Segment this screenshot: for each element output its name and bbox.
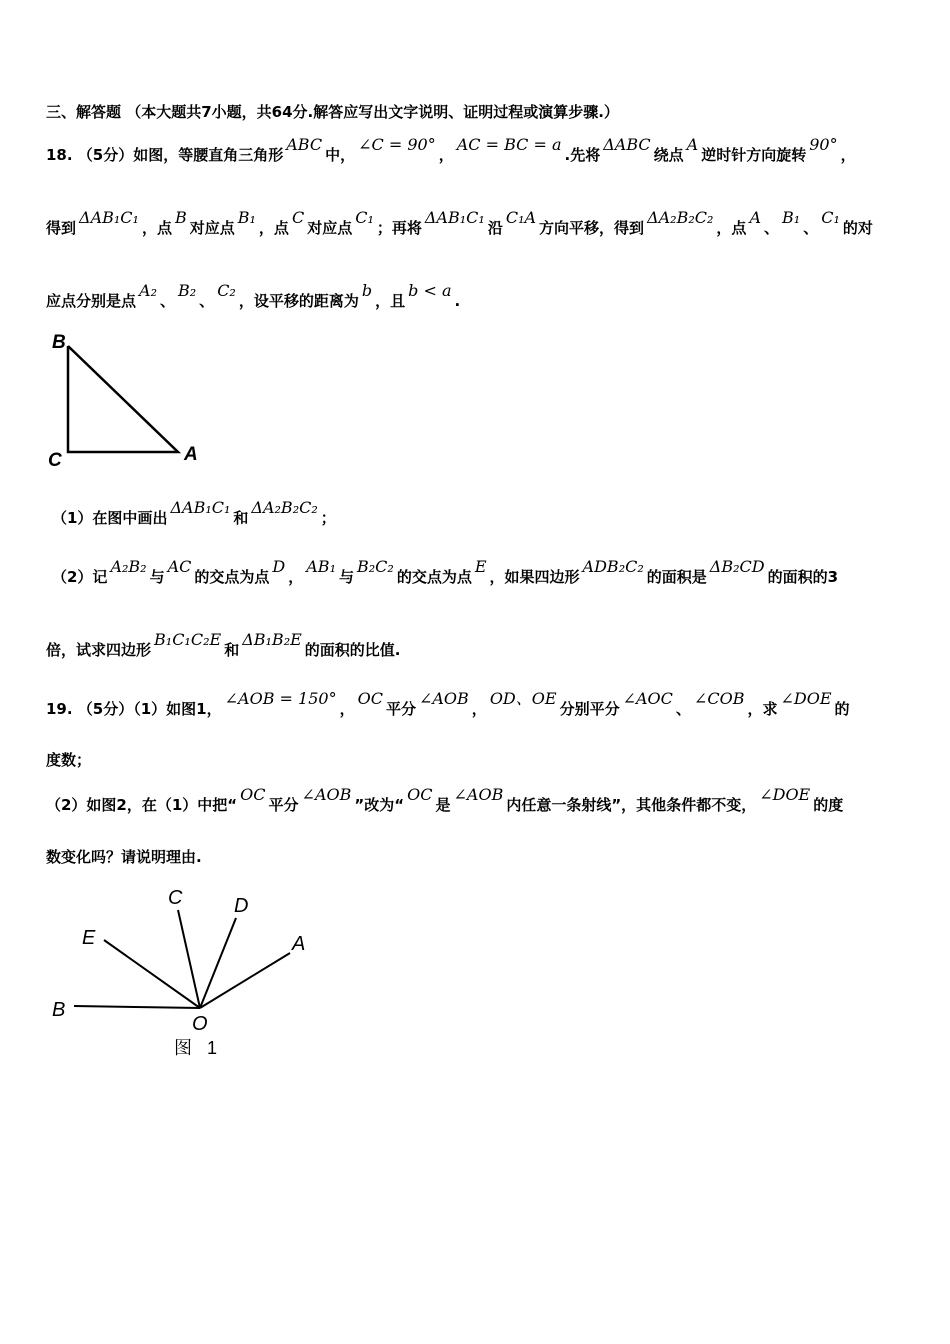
q18-part-2 — [52, 557, 839, 589]
q18-p2b-m1: B₁C₁C₂E — [154, 630, 222, 649]
q18-l1-t10: 逆时针方向旋转 — [701, 146, 807, 164]
q18-l2-t16: ，点 — [716, 219, 747, 237]
triangle-label-a: A — [184, 444, 198, 465]
q18-l2-m21: C₁ — [821, 208, 840, 227]
q18-l2-m1: ΔAB₁C₁ — [79, 208, 139, 227]
q19-l3-m9: ∠DOE — [759, 785, 811, 804]
q18-p2-t10: 的交点为点 — [396, 568, 472, 586]
q18-p2-t6: ， — [288, 568, 304, 586]
q19-l1-t10: 、 — [675, 700, 691, 718]
q18-l1-m5: AC = BC = a — [456, 135, 562, 154]
q18-p1-m1: ΔAB₁C₁ — [170, 498, 231, 517]
q19-l1-t2: ， — [339, 700, 355, 718]
section-header: 三、解答题 （本大题共7小题，共64分.解答应写出文字说明、证明过程或演算步骤.） — [46, 103, 619, 121]
q18-l1-t0: 18. （5分）如图，等腰直角三角形 — [46, 146, 284, 164]
q19-l1-m1: ∠AOB = 150° — [224, 689, 337, 708]
ray-od — [200, 918, 236, 1008]
fig1-label-a: A — [292, 933, 306, 955]
fig1-label-e: E — [82, 927, 96, 949]
q18-l1-m1: ABC — [286, 135, 323, 154]
q18-l3-t6: ，设平移的距离为 — [238, 292, 359, 310]
q18-line-3 — [46, 281, 461, 313]
q19-l1-m9: ∠AOC — [622, 689, 673, 708]
q18-l3-t10: . — [454, 292, 461, 310]
q19-l3-t2: 平分 — [268, 796, 299, 814]
q19-l3-t8: 内任意一条射线”，其他条件都不变， — [506, 796, 757, 814]
q18-line-2 — [46, 208, 873, 240]
ray-ob — [74, 1006, 200, 1008]
q19-l1-t12: ，求 — [747, 700, 778, 718]
fig1-label-b: B — [52, 999, 66, 1021]
q18-p2-m5: D — [272, 557, 286, 576]
q18-l2-t8: 对应点 — [307, 219, 353, 237]
q18-l2-t20: 、 — [803, 219, 819, 237]
q19-l3-m5: OC — [407, 785, 433, 804]
q18-l1-t2: 中， — [325, 146, 356, 164]
q18-l2-t10: ；再将 — [376, 219, 422, 237]
q18-l2-t14: 方向平移，得到 — [539, 219, 645, 237]
q18-l2-m3: B — [174, 208, 187, 227]
q18-l1-m7: ΔABC — [603, 135, 651, 154]
q19-l1-m11: ∠COB — [693, 689, 745, 708]
q18-l3-m3: B₂ — [178, 281, 197, 300]
ray-oe — [104, 940, 200, 1008]
q18-l1-t12: ， — [840, 146, 856, 164]
q18-p2-m1: A₂B₂ — [110, 557, 147, 576]
angle-figure-1 — [40, 878, 340, 1068]
triangle-label-b: B — [52, 332, 66, 353]
q18-l3-t0: 应点分别是点 — [46, 292, 137, 310]
q18-l1-t6: .先将 — [564, 146, 601, 164]
q18-p2-m15: ΔB₂CD — [709, 557, 765, 576]
fig1-label-o: O — [192, 1013, 208, 1035]
q19-l3-m1: OC — [240, 785, 266, 804]
q18-l2-m17: A — [749, 208, 761, 227]
q19-l3-m7: ∠AOB — [453, 785, 504, 804]
q19-l1-m5: ∠AOB — [418, 689, 469, 708]
q18-p2-m3: AC — [167, 557, 192, 576]
q18-l2-t6: ，点 — [258, 219, 289, 237]
q18-p2-t14: 的面积是 — [646, 568, 707, 586]
q19-line-2: 度数； — [46, 751, 92, 769]
q19-line-4: 数变化吗？请说明理由. — [46, 848, 202, 866]
q19-l1-m3: OC — [357, 689, 383, 708]
q19-l1-m13: ∠DOE — [780, 689, 832, 708]
q19-l1-t0: 19. （5分）（1）如图1， — [46, 700, 222, 718]
q19-l3-t4: ”改为“ — [354, 796, 405, 814]
q18-p2-t4: 的交点为点 — [194, 568, 270, 586]
q18-p2-m13: ADB₂C₂ — [582, 557, 644, 576]
q18-l2-t22: 的对 — [842, 219, 873, 237]
q18-p2b-t4: 的面积的比值. — [304, 641, 401, 659]
q18-p2-m9: B₂C₂ — [357, 557, 394, 576]
q18-l3-t2: 、 — [159, 292, 175, 310]
triangle-shape — [68, 346, 178, 452]
q18-l2-t4: 对应点 — [189, 219, 235, 237]
q18-l2-m15: ΔA₂B₂C₂ — [647, 208, 714, 227]
q19-line-1 — [46, 689, 850, 721]
q19-l3-t6: 是 — [435, 796, 451, 814]
q19-l3-m3: ∠AOB — [301, 785, 352, 804]
q18-p2-t8: 与 — [338, 568, 354, 586]
fig1-label-d: D — [234, 895, 249, 917]
q18-p1-t0: （1）在图中画出 — [52, 509, 168, 527]
q18-p2-t0: （2）记 — [52, 568, 108, 586]
q18-l2-t18: 、 — [764, 219, 780, 237]
ray-oa — [200, 953, 290, 1008]
q18-l1-m9: A — [686, 135, 699, 154]
q18-l2-m9: C₁ — [355, 208, 374, 227]
q18-l1-m11: 90° — [809, 135, 838, 154]
q18-p2b-t0: 倍，试求四边形 — [46, 641, 152, 659]
q18-part-1 — [52, 498, 336, 530]
q18-p2-t2: 与 — [149, 568, 165, 586]
q18-l2-t2: ，点 — [141, 219, 172, 237]
fig1-label-c: C — [168, 887, 183, 909]
triangle-label-c: C — [48, 450, 62, 471]
q18-p2-t16: 的面积的3 — [767, 568, 839, 586]
q19-l3-t0: （2）如图2，在（1）中把“ — [46, 796, 238, 814]
q18-l3-t8: ，且 — [375, 292, 406, 310]
q18-p2b-m3: ΔB₁B₂E — [242, 630, 302, 649]
q18-l1-t8: 绕点 — [653, 146, 684, 164]
q18-p2-m7: AB₁ — [306, 557, 336, 576]
q18-p1-t2: 和 — [233, 509, 249, 527]
q18-p2-t12: ，如果四边形 — [489, 568, 580, 586]
q18-l3-m7: b — [361, 281, 373, 300]
q18-l2-m13: C₁A — [505, 208, 537, 227]
q19-line-3 — [46, 785, 844, 817]
q18-l3-m9: b < a — [408, 281, 452, 300]
q18-l1-t4: ， — [438, 146, 454, 164]
q18-l2-m19: B₁ — [782, 208, 801, 227]
q18-l2-m11: ΔAB₁C₁ — [424, 208, 485, 227]
q18-l2-m7: C — [291, 208, 305, 227]
q18-l3-t4: 、 — [199, 292, 215, 310]
q19-l1-t6: ， — [471, 700, 487, 718]
q18-l1-m3: ∠C = 90° — [358, 135, 436, 154]
q18-part-2-cont — [46, 630, 401, 662]
q18-p2b-t2: 和 — [224, 641, 240, 659]
q18-l3-m1: A₂ — [139, 281, 157, 300]
q19-l1-t14: 的 — [834, 700, 850, 718]
q18-l3-m5: C₂ — [217, 281, 236, 300]
q18-p2-m11: E — [474, 557, 487, 576]
q18-p1-t4: ； — [320, 509, 336, 527]
q18-p1-m3: ΔA₂B₂C₂ — [251, 498, 318, 517]
ray-oc — [178, 910, 200, 1008]
q19-l1-t4: 平分 — [385, 700, 416, 718]
q19-l1-t8: 分别平分 — [559, 700, 620, 718]
triangle-figure — [40, 328, 220, 478]
q18-line-1 — [46, 135, 904, 167]
q18-l2-t0: 得到 — [46, 219, 77, 237]
q18-l2-t12: 沿 — [487, 219, 503, 237]
fig1-caption: 图 1 — [174, 1038, 218, 1058]
q19-l3-t10: 的度 — [813, 796, 844, 814]
q19-l1-m7: OD、OE — [489, 689, 557, 708]
q18-l2-m5: B₁ — [237, 208, 256, 227]
